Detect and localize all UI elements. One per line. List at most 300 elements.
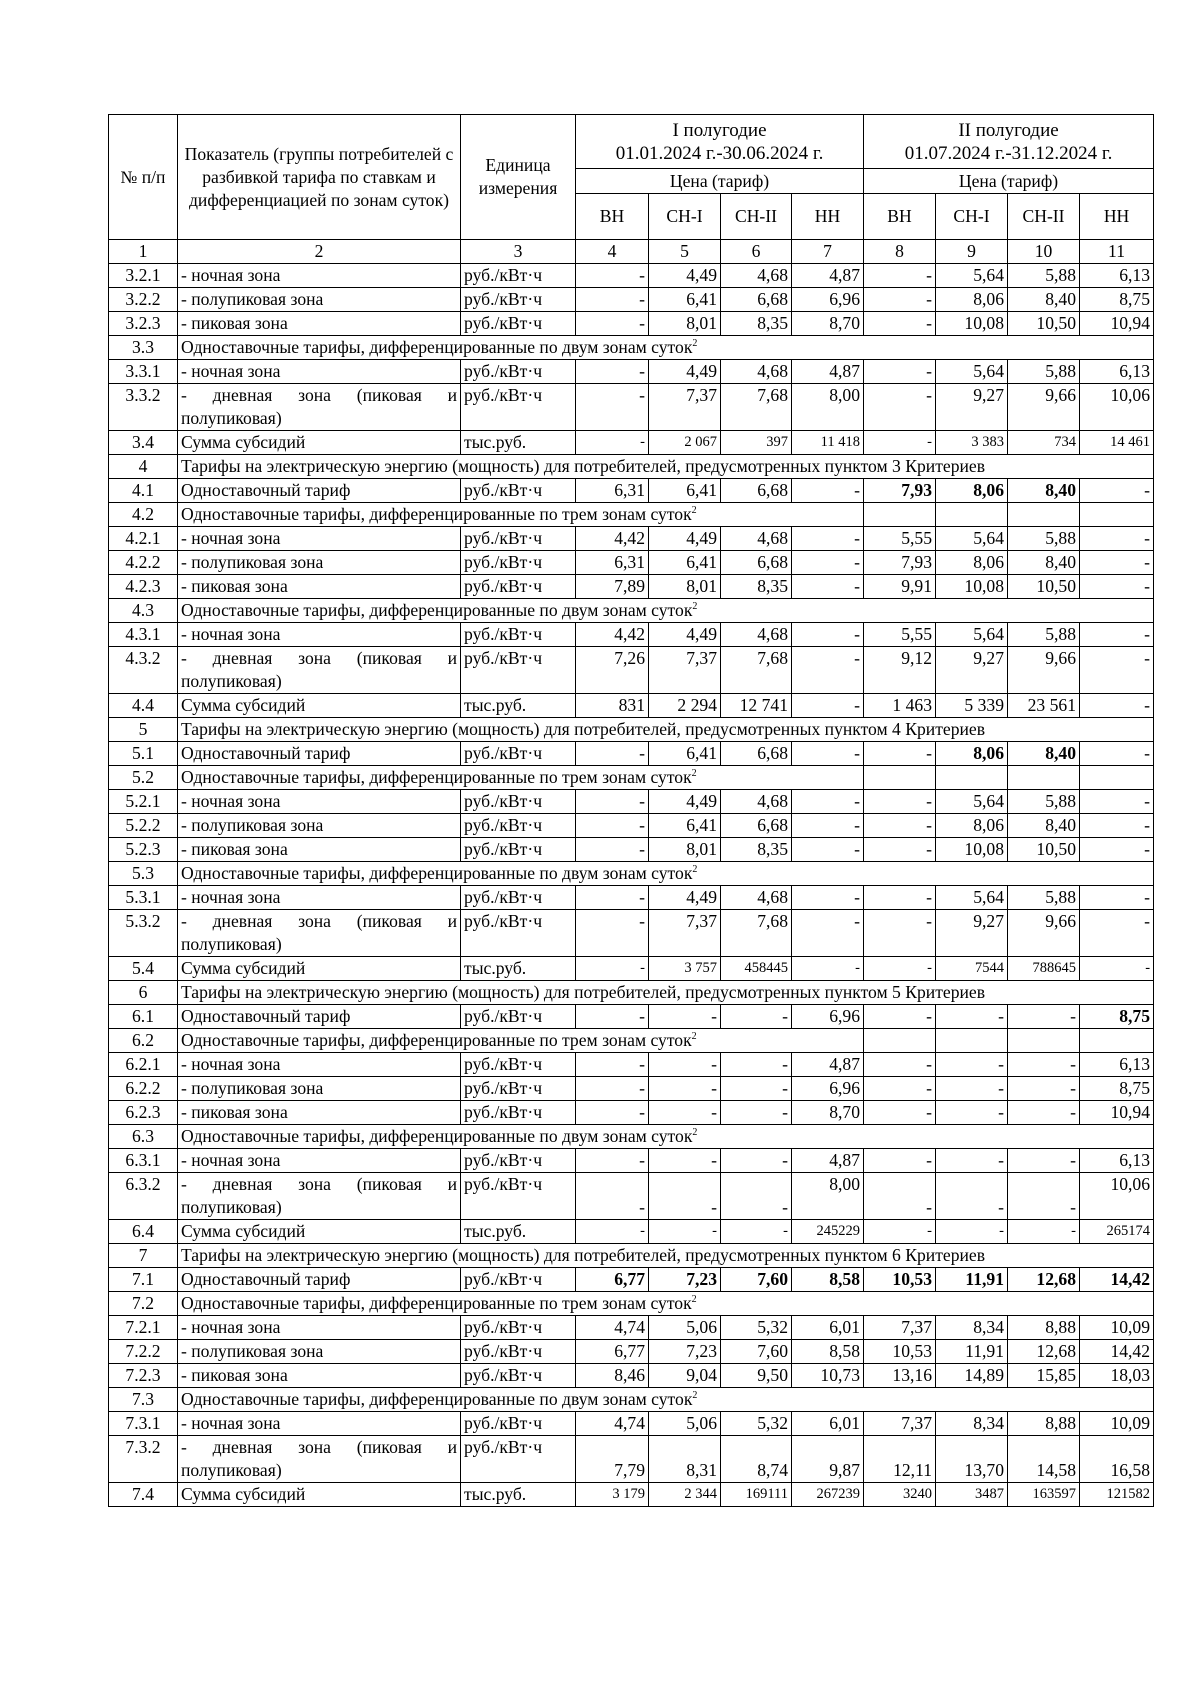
value-cell: 4,42 bbox=[576, 527, 649, 551]
row-code: 6.1 bbox=[109, 1005, 178, 1029]
value-cell: 8,58 bbox=[792, 1340, 864, 1364]
value-cell: 9,66 bbox=[1008, 384, 1080, 431]
value-cell: 4,49 bbox=[649, 527, 721, 551]
level-label: НН bbox=[1080, 194, 1154, 240]
empty-cell bbox=[1008, 503, 1080, 527]
value-cell: - bbox=[792, 814, 864, 838]
empty-cell bbox=[1080, 1029, 1154, 1053]
value-cell: 6,41 bbox=[649, 288, 721, 312]
value-cell: 8,75 bbox=[1080, 1077, 1154, 1101]
value-cell: - bbox=[1080, 910, 1154, 957]
value-cell: 6,68 bbox=[721, 814, 792, 838]
value-cell: - bbox=[576, 957, 649, 981]
value-cell: - bbox=[1080, 575, 1154, 599]
value-cell: - bbox=[792, 551, 864, 575]
value-cell: 8,06 bbox=[936, 814, 1008, 838]
value-cell: 9,66 bbox=[1008, 910, 1080, 957]
value-cell: - bbox=[792, 479, 864, 503]
section-text: Одноставочные тарифы, дифференцированные по трем зонам суток bbox=[181, 1030, 692, 1050]
value-cell: 8,34 bbox=[936, 1316, 1008, 1340]
value-cell: - bbox=[864, 360, 936, 384]
value-cell: 7,26 bbox=[576, 647, 649, 694]
value-cell: - bbox=[1080, 527, 1154, 551]
table-row bbox=[109, 1364, 1154, 1388]
footnote-mark: 2 bbox=[692, 864, 698, 875]
row-code: 7.3.2 bbox=[109, 1436, 178, 1483]
value-cell: - bbox=[576, 384, 649, 431]
value-cell: - bbox=[576, 1005, 649, 1029]
row-code: 4.4 bbox=[109, 694, 178, 718]
value-cell: 4,74 bbox=[576, 1412, 649, 1436]
value-cell: - bbox=[1080, 886, 1154, 910]
value-cell: - bbox=[1008, 1077, 1080, 1101]
value-cell: 6,96 bbox=[792, 1005, 864, 1029]
value-cell: - bbox=[721, 1220, 792, 1244]
value-cell: - bbox=[864, 790, 936, 814]
value-cell: - bbox=[649, 1077, 721, 1101]
value-cell: 245229 bbox=[792, 1220, 864, 1244]
value-cell: - bbox=[576, 1077, 649, 1101]
value-cell: 4,87 bbox=[792, 1053, 864, 1077]
value-cell: 7,37 bbox=[649, 910, 721, 957]
level-label: СН-II bbox=[1008, 194, 1080, 240]
value-cell: - bbox=[1080, 623, 1154, 647]
table-row bbox=[109, 742, 1154, 766]
value-cell: 3 383 bbox=[936, 431, 1008, 455]
value-cell: 7,23 bbox=[649, 1268, 721, 1292]
value-cell: - bbox=[1008, 1101, 1080, 1125]
value-cell: 5,64 bbox=[936, 527, 1008, 551]
value-cell: - bbox=[864, 1005, 936, 1029]
value-cell: 831 bbox=[576, 694, 649, 718]
value-cell: 10,08 bbox=[936, 838, 1008, 862]
level-label: СН-II bbox=[721, 194, 792, 240]
row-name: - пиковая зона bbox=[178, 575, 461, 599]
group-title bbox=[178, 981, 1154, 1005]
section-title bbox=[178, 766, 864, 790]
value-cell: 11 418 bbox=[792, 431, 864, 455]
value-cell: - bbox=[792, 838, 864, 862]
section-text: Тарифы на электрическую энергию (мощность) для потребителей, предусмотренных пунктом 6 Критериев bbox=[181, 1245, 986, 1265]
row-code: 5.3 bbox=[109, 862, 178, 886]
value-cell: - bbox=[792, 647, 864, 694]
value-cell: - bbox=[792, 957, 864, 981]
value-cell: - bbox=[1080, 479, 1154, 503]
value-cell: 10,50 bbox=[1008, 312, 1080, 336]
value-cell: 5,55 bbox=[864, 527, 936, 551]
value-cell: 6,41 bbox=[649, 551, 721, 575]
row-code: 3.2.2 bbox=[109, 288, 178, 312]
value-cell: 5,64 bbox=[936, 886, 1008, 910]
value-cell: - bbox=[1080, 814, 1154, 838]
value-cell: - bbox=[936, 1053, 1008, 1077]
value-cell: 8,34 bbox=[936, 1412, 1008, 1436]
footnote-mark: 2 bbox=[692, 601, 698, 612]
value-cell: 3487 bbox=[936, 1483, 1008, 1507]
value-cell: 5,64 bbox=[936, 264, 1008, 288]
row-unit: руб./кВт·ч bbox=[461, 575, 576, 599]
row-unit: руб./кВт·ч bbox=[461, 1412, 576, 1436]
empty-cell bbox=[1008, 766, 1080, 790]
row-unit: руб./кВт·ч bbox=[461, 647, 576, 694]
value-cell: - bbox=[649, 1149, 721, 1173]
row-unit: руб./кВт·ч bbox=[461, 1053, 576, 1077]
row-code: 6.2.3 bbox=[109, 1101, 178, 1125]
empty-cell bbox=[864, 1029, 936, 1053]
value-cell: 2 344 bbox=[649, 1483, 721, 1507]
value-cell: 4,68 bbox=[721, 264, 792, 288]
value-cell: 12,68 bbox=[1008, 1268, 1080, 1292]
value-cell: 4,74 bbox=[576, 1316, 649, 1340]
row-code: 7.2 bbox=[109, 1292, 178, 1316]
value-cell: 4,49 bbox=[649, 623, 721, 647]
row-name: - пиковая зона bbox=[178, 838, 461, 862]
value-cell: - bbox=[649, 1101, 721, 1125]
value-cell: 6,13 bbox=[1080, 1053, 1154, 1077]
value-cell: - bbox=[721, 1173, 792, 1220]
empty-cell bbox=[1008, 1029, 1080, 1053]
section-title bbox=[178, 336, 1154, 360]
value-cell: - bbox=[864, 1173, 936, 1220]
value-cell: 16,58 bbox=[1080, 1436, 1154, 1483]
row-code: 5.2.2 bbox=[109, 814, 178, 838]
value-cell: 6,41 bbox=[649, 742, 721, 766]
value-cell: 265174 bbox=[1080, 1220, 1154, 1244]
value-cell: - bbox=[936, 1149, 1008, 1173]
row-code: 6.4 bbox=[109, 1220, 178, 1244]
table-row bbox=[109, 1483, 1154, 1507]
value-cell: 10,06 bbox=[1080, 384, 1154, 431]
value-cell: 5,88 bbox=[1008, 264, 1080, 288]
section-text: Тарифы на электрическую энергию (мощность) для потребителей, предусмотренных пунктом 3 Критериев bbox=[181, 456, 986, 476]
value-cell: 9,27 bbox=[936, 647, 1008, 694]
table-row bbox=[109, 1268, 1154, 1292]
row-name: Сумма субсидий bbox=[178, 431, 461, 455]
section-title bbox=[178, 1029, 864, 1053]
value-cell: 9,12 bbox=[864, 647, 936, 694]
value-cell: - bbox=[864, 1149, 936, 1173]
row-unit: руб./кВт·ч bbox=[461, 288, 576, 312]
value-cell: 1 463 bbox=[864, 694, 936, 718]
value-cell: 267239 bbox=[792, 1483, 864, 1507]
value-cell: 6,13 bbox=[1080, 264, 1154, 288]
value-cell: 7,68 bbox=[721, 910, 792, 957]
row-name: Сумма субсидий bbox=[178, 694, 461, 718]
half-year-1-title: I полугодие bbox=[672, 119, 767, 141]
value-cell: - bbox=[1008, 1005, 1080, 1029]
value-cell: 6,31 bbox=[576, 479, 649, 503]
table-row bbox=[109, 360, 1154, 384]
column-number: 4 bbox=[576, 240, 649, 264]
value-cell: - bbox=[864, 1101, 936, 1125]
value-cell: 8,75 bbox=[1080, 288, 1154, 312]
table-row bbox=[109, 1244, 1154, 1268]
value-cell: 163597 bbox=[1008, 1483, 1080, 1507]
value-cell: 9,50 bbox=[721, 1364, 792, 1388]
value-cell: - bbox=[864, 384, 936, 431]
row-name: - дневная зона (пиковая и полупиковая) bbox=[178, 384, 461, 431]
value-cell: - bbox=[1080, 694, 1154, 718]
value-cell: - bbox=[576, 1101, 649, 1125]
section-title bbox=[178, 503, 864, 527]
row-unit: руб./кВт·ч bbox=[461, 1316, 576, 1340]
row-unit: тыс.руб. bbox=[461, 1220, 576, 1244]
value-cell: 6,01 bbox=[792, 1412, 864, 1436]
value-cell: - bbox=[649, 1005, 721, 1029]
row-unit: тыс.руб. bbox=[461, 1483, 576, 1507]
value-cell: - bbox=[864, 312, 936, 336]
row-code: 4.3.1 bbox=[109, 623, 178, 647]
table-row bbox=[109, 862, 1154, 886]
value-cell: - bbox=[576, 264, 649, 288]
row-code: 7.3.1 bbox=[109, 1412, 178, 1436]
value-cell: - bbox=[576, 431, 649, 455]
table-row bbox=[109, 479, 1154, 503]
row-unit: руб./кВт·ч bbox=[461, 312, 576, 336]
value-cell: - bbox=[721, 1005, 792, 1029]
value-cell: 5,06 bbox=[649, 1412, 721, 1436]
value-cell: 4,87 bbox=[792, 1149, 864, 1173]
row-code: 5.4 bbox=[109, 957, 178, 981]
value-cell: 5,06 bbox=[649, 1316, 721, 1340]
row-unit: руб./кВт·ч bbox=[461, 1268, 576, 1292]
table-row bbox=[109, 623, 1154, 647]
value-cell: - bbox=[1080, 790, 1154, 814]
value-cell: 4,49 bbox=[649, 886, 721, 910]
table-row bbox=[109, 957, 1154, 981]
tariff-table-wrapper bbox=[108, 114, 1153, 1507]
value-cell: - bbox=[792, 575, 864, 599]
level-label: НН bbox=[792, 194, 864, 240]
value-cell: - bbox=[721, 1149, 792, 1173]
value-cell: - bbox=[792, 886, 864, 910]
value-cell: - bbox=[649, 1053, 721, 1077]
empty-cell bbox=[1080, 503, 1154, 527]
value-cell: 10,94 bbox=[1080, 312, 1154, 336]
table-row bbox=[109, 910, 1154, 957]
value-cell: 10,50 bbox=[1008, 575, 1080, 599]
group-title bbox=[178, 1244, 1154, 1268]
row-code: 4 bbox=[109, 455, 178, 479]
row-unit: руб./кВт·ч bbox=[461, 838, 576, 862]
value-cell: 4,68 bbox=[721, 527, 792, 551]
row-name: - ночная зона bbox=[178, 264, 461, 288]
column-number: 3 bbox=[461, 240, 576, 264]
empty-cell bbox=[936, 1029, 1008, 1053]
value-cell: 12,68 bbox=[1008, 1340, 1080, 1364]
value-cell: 6,13 bbox=[1080, 360, 1154, 384]
row-name: - ночная зона bbox=[178, 623, 461, 647]
value-cell: 6,68 bbox=[721, 288, 792, 312]
column-number: 1 bbox=[109, 240, 178, 264]
value-cell: - bbox=[1080, 838, 1154, 862]
half-year-1-period: 01.01.2024 г.-30.06.2024 г. bbox=[615, 142, 824, 164]
value-cell: 10,73 bbox=[792, 1364, 864, 1388]
value-cell: 10,94 bbox=[1080, 1101, 1154, 1125]
value-cell: - bbox=[864, 1053, 936, 1077]
column-number: 5 bbox=[649, 240, 721, 264]
header-half-year-1 bbox=[576, 115, 864, 169]
table-row bbox=[109, 551, 1154, 575]
row-unit: руб./кВт·ч bbox=[461, 742, 576, 766]
table-row bbox=[109, 1292, 1154, 1316]
value-cell: 7544 bbox=[936, 957, 1008, 981]
header-indicator: Показатель (группы потребителей с разбивкой тарифа по ставкам и дифференциацией по зонам суток) bbox=[178, 115, 461, 240]
section-text: Одноставочные тарифы, дифференцированные по трем зонам суток bbox=[181, 504, 692, 524]
value-cell: 8,06 bbox=[936, 479, 1008, 503]
row-name: - ночная зона bbox=[178, 1412, 461, 1436]
table-row bbox=[109, 766, 1154, 790]
row-name: - дневная зона (пиковая и полупиковая) bbox=[178, 1436, 461, 1483]
value-cell: 5,64 bbox=[936, 360, 1008, 384]
row-name: - ночная зона bbox=[178, 527, 461, 551]
row-name: - дневная зона (пиковая и полупиковая) bbox=[178, 647, 461, 694]
value-cell: 7,68 bbox=[721, 384, 792, 431]
value-cell: 4,42 bbox=[576, 623, 649, 647]
value-cell: - bbox=[792, 527, 864, 551]
row-code: 5.2 bbox=[109, 766, 178, 790]
value-cell: 3240 bbox=[864, 1483, 936, 1507]
row-name: - ночная зона bbox=[178, 360, 461, 384]
value-cell: 5,32 bbox=[721, 1316, 792, 1340]
row-name: Одноставочный тариф bbox=[178, 1268, 461, 1292]
value-cell: - bbox=[792, 742, 864, 766]
row-name: - пиковая зона bbox=[178, 1364, 461, 1388]
level-label: СН-I bbox=[649, 194, 721, 240]
row-code: 6.3 bbox=[109, 1125, 178, 1149]
value-cell: 5,64 bbox=[936, 623, 1008, 647]
value-cell: 10,53 bbox=[864, 1268, 936, 1292]
value-cell: - bbox=[864, 910, 936, 957]
value-cell: 6,68 bbox=[721, 479, 792, 503]
table-row bbox=[109, 1053, 1154, 1077]
footnote-mark: 2 bbox=[691, 1294, 697, 1305]
row-code: 5.1 bbox=[109, 742, 178, 766]
row-code: 3.4 bbox=[109, 431, 178, 455]
value-cell: 6,41 bbox=[649, 479, 721, 503]
section-text: Тарифы на электрическую энергию (мощность) для потребителей, предусмотренных пунктом 4 Критериев bbox=[181, 719, 986, 739]
value-cell: 12,11 bbox=[864, 1436, 936, 1483]
section-title bbox=[178, 862, 1154, 886]
value-cell: 8,75 bbox=[1080, 1005, 1154, 1029]
row-unit: руб./кВт·ч bbox=[461, 384, 576, 431]
row-code: 4.3 bbox=[109, 599, 178, 623]
section-text: Одноставочные тарифы, дифференцированные по двум зонам суток bbox=[181, 1126, 693, 1146]
value-cell: 6,13 bbox=[1080, 1149, 1154, 1173]
price-label-half-1: Цена (тариф) bbox=[576, 169, 864, 194]
value-cell: 121582 bbox=[1080, 1483, 1154, 1507]
table-row bbox=[109, 1220, 1154, 1244]
footnote-mark: 2 bbox=[691, 505, 697, 516]
table-row bbox=[109, 838, 1154, 862]
row-unit: руб./кВт·ч bbox=[461, 1077, 576, 1101]
value-cell: 5 339 bbox=[936, 694, 1008, 718]
value-cell: 8,06 bbox=[936, 288, 1008, 312]
table-row bbox=[109, 503, 1154, 527]
row-unit: руб./кВт·ч bbox=[461, 1173, 576, 1220]
value-cell: 13,16 bbox=[864, 1364, 936, 1388]
row-unit: руб./кВт·ч bbox=[461, 790, 576, 814]
value-cell: 7,37 bbox=[864, 1412, 936, 1436]
table-row bbox=[109, 288, 1154, 312]
value-cell: 10,08 bbox=[936, 575, 1008, 599]
value-cell: 9,04 bbox=[649, 1364, 721, 1388]
value-cell: 12 741 bbox=[721, 694, 792, 718]
row-unit: руб./кВт·ч bbox=[461, 527, 576, 551]
value-cell: 8,58 bbox=[792, 1268, 864, 1292]
empty-cell bbox=[936, 503, 1008, 527]
value-cell: 8,40 bbox=[1008, 479, 1080, 503]
row-unit: руб./кВт·ч bbox=[461, 551, 576, 575]
row-name: Сумма субсидий bbox=[178, 957, 461, 981]
row-name: Одноставочный тариф bbox=[178, 1005, 461, 1029]
row-name: - пиковая зона bbox=[178, 1101, 461, 1125]
value-cell: 10,50 bbox=[1008, 838, 1080, 862]
value-cell: - bbox=[576, 1053, 649, 1077]
value-cell: - bbox=[721, 1101, 792, 1125]
footnote-mark: 2 bbox=[691, 1031, 697, 1042]
value-cell: 5,32 bbox=[721, 1412, 792, 1436]
section-text: Одноставочные тарифы, дифференцированные по двум зонам суток bbox=[181, 1389, 693, 1409]
value-cell: - bbox=[864, 957, 936, 981]
empty-cell bbox=[1080, 766, 1154, 790]
row-code: 6.2.2 bbox=[109, 1077, 178, 1101]
row-code: 4.3.2 bbox=[109, 647, 178, 694]
value-cell: - bbox=[792, 694, 864, 718]
column-number: 9 bbox=[936, 240, 1008, 264]
value-cell: - bbox=[576, 814, 649, 838]
table-row bbox=[109, 1077, 1154, 1101]
table-row bbox=[109, 336, 1154, 360]
value-cell: - bbox=[576, 910, 649, 957]
empty-cell bbox=[936, 766, 1008, 790]
row-unit: руб./кВт·ч bbox=[461, 1005, 576, 1029]
value-cell: 169111 bbox=[721, 1483, 792, 1507]
value-cell: 5,88 bbox=[1008, 623, 1080, 647]
value-cell: 7,37 bbox=[649, 647, 721, 694]
value-cell: 8,70 bbox=[792, 1101, 864, 1125]
row-code: 5.3.1 bbox=[109, 886, 178, 910]
value-cell: - bbox=[1080, 551, 1154, 575]
table-row bbox=[109, 599, 1154, 623]
value-cell: 4,87 bbox=[792, 264, 864, 288]
value-cell: - bbox=[864, 742, 936, 766]
level-label: СН-I bbox=[936, 194, 1008, 240]
value-cell: 8,35 bbox=[721, 312, 792, 336]
row-unit: руб./кВт·ч bbox=[461, 623, 576, 647]
column-number: 10 bbox=[1008, 240, 1080, 264]
table-row bbox=[109, 1149, 1154, 1173]
row-name: - полупиковая зона bbox=[178, 1340, 461, 1364]
value-cell: - bbox=[576, 838, 649, 862]
row-code: 3.3 bbox=[109, 336, 178, 360]
row-name: Сумма субсидий bbox=[178, 1483, 461, 1507]
section-text: Одноставочные тарифы, дифференцированные по трем зонам суток bbox=[181, 1293, 692, 1313]
value-cell: 7,89 bbox=[576, 575, 649, 599]
value-cell: 15,85 bbox=[1008, 1364, 1080, 1388]
row-name: - дневная зона (пиковая и полупиковая) bbox=[178, 910, 461, 957]
value-cell: - bbox=[649, 1173, 721, 1220]
row-name: - ночная зона bbox=[178, 1053, 461, 1077]
value-cell: - bbox=[936, 1077, 1008, 1101]
row-code: 6.2 bbox=[109, 1029, 178, 1053]
value-cell: 8,88 bbox=[1008, 1316, 1080, 1340]
row-code: 4.2.3 bbox=[109, 575, 178, 599]
table-row bbox=[109, 312, 1154, 336]
table-row bbox=[109, 1173, 1154, 1220]
row-code: 7.1 bbox=[109, 1268, 178, 1292]
empty-cell bbox=[864, 503, 936, 527]
